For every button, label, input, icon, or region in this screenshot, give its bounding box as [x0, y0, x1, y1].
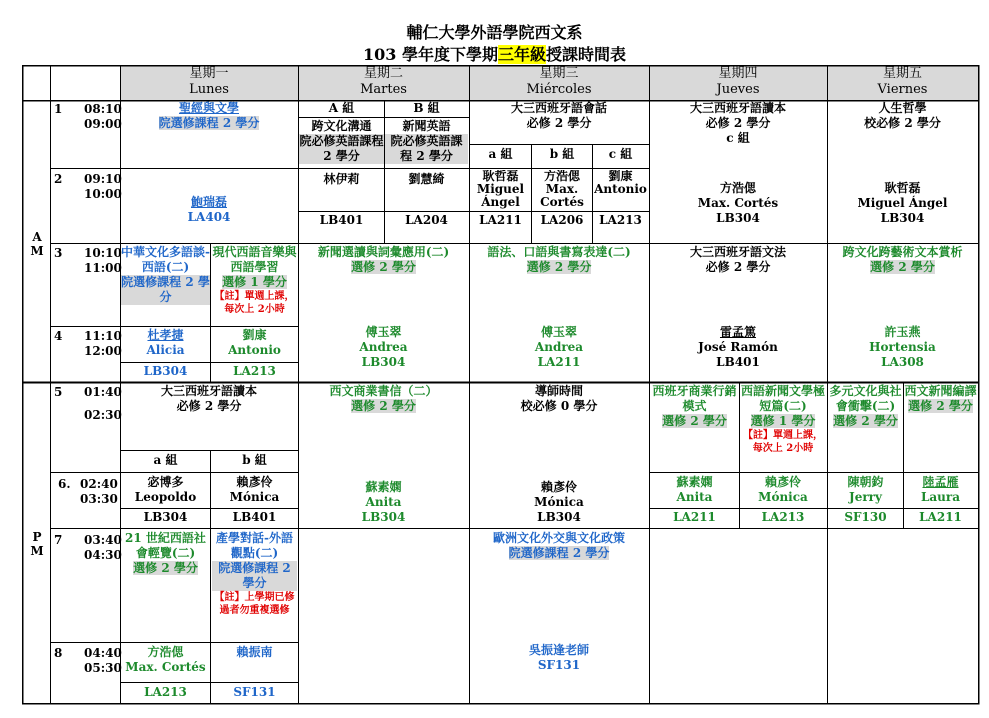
- subtitle-grade-highlight: 三年級: [497, 45, 546, 64]
- teacher-block: 林伊莉: [323, 172, 360, 186]
- group-label: a 組: [153, 453, 178, 467]
- group-label: B 組: [413, 101, 440, 115]
- course-news-literature: 西語新聞文學極短篇(二) 選修 1 學分 【註】單週上課， 每次上 2小時: [740, 384, 825, 454]
- room-label: LA213: [599, 213, 642, 227]
- day-header-tue: 星期二 Martes: [298, 66, 469, 100]
- slot-time: 04:40 05:30: [84, 646, 122, 675]
- room-label: LB401: [319, 213, 364, 227]
- course-mentor-time: 導師時間 校必修 0 學分: [520, 384, 598, 413]
- course-intercultural: 跨文化溝通 院必修英語課程 2 學分: [299, 119, 384, 163]
- course-reading-mon: 大三西班牙語讀本 必修 2 學分: [160, 384, 257, 413]
- course-bible-literature: 聖經與文學 院選修課程 2 學分: [158, 101, 260, 130]
- group-label: b 組: [242, 453, 267, 467]
- slot-time: 02:40 03:30: [80, 477, 118, 506]
- teacher-block: 方浩偲 Max. Cortés LB304: [697, 181, 779, 225]
- room-label: LA211: [919, 510, 962, 524]
- teacher-block: 賴彥伶 Mónica: [229, 475, 280, 504]
- group-label: c 組: [608, 147, 633, 161]
- teacher-block: 蘇素嫻 Anita LB304: [361, 480, 406, 524]
- course-life-philosophy: 人生哲學 校必修 2 學分: [864, 101, 941, 130]
- day-header-mon: 星期一 Lunes: [120, 66, 298, 100]
- teacher-block: 陳朝鈞 Jerry: [847, 475, 884, 504]
- am-label: A M: [30, 230, 44, 258]
- group-label: A 組: [328, 101, 355, 115]
- teacher-block: 劉康 Antonio: [594, 170, 647, 196]
- teacher-block: 方浩偲 Max. Cortés: [540, 170, 584, 209]
- room-label: LA213: [144, 685, 187, 699]
- room-label: LA213: [761, 510, 805, 524]
- room-label: LA211: [479, 213, 522, 227]
- slot-time: 09:10 10:00: [84, 172, 122, 201]
- teacher-block: 耿哲磊 Miguel Ángel LB304: [857, 181, 948, 225]
- course-cross-art: 跨文化跨藝術文本賞析 選修 2 學分: [842, 245, 963, 274]
- slot-time: 03:40 04:30: [84, 533, 122, 562]
- room-label: LA206: [540, 213, 584, 227]
- course-business-marketing: 西班牙商業行銷模式 選修 2 學分: [652, 384, 737, 428]
- course-chinese-culture: 中華文化多語談-西語(二) 院選修課程 2 學分: [121, 245, 210, 304]
- slot-time: 10:10 11:00: [84, 246, 122, 275]
- room-label: LA211: [673, 510, 716, 524]
- teacher-block: 吳振逢老師 SF131: [528, 643, 589, 672]
- course-grammar-expression: 語法、口語與書寫表達(二) 選修 2 學分: [487, 245, 631, 274]
- teacher-block: 賴彥伶 Mónica LB304: [534, 480, 584, 524]
- course-news-translation: 西文新聞編譯 選修 2 學分: [904, 384, 977, 413]
- room-label: SF130: [844, 510, 887, 524]
- teacher-block: 蘇素嫻 Anita: [676, 475, 713, 504]
- teacher-block: 傅玉翠 Andrea LB304: [359, 325, 408, 369]
- room-label: LA213: [233, 364, 276, 378]
- course-21c-society: 21 世紀西語社會輕覽(二) 選修 2 學分: [125, 531, 206, 575]
- teacher-block: 賴振南: [236, 645, 273, 659]
- course-business-letters: 西文商業書信（二） 選修 2 學分: [329, 384, 438, 413]
- course-multiculture: 多元文化與社會衝擊(二) 選修 2 學分: [829, 384, 902, 428]
- teacher-block: 耿哲磊 Miguel Ángel: [476, 170, 525, 209]
- day-header-fri: 星期五 Viernes: [827, 66, 978, 100]
- slot-number: 8: [54, 646, 63, 660]
- course-news-reading: 新聞選讀與詞彙應用(二) 選修 2 學分: [317, 245, 450, 274]
- teacher-block: 傅玉翠 Andrea LA211: [534, 325, 584, 369]
- teacher-block: 杜孝捷 Alicia: [146, 328, 185, 357]
- pm-label: P M: [30, 530, 44, 558]
- teacher-block: 賴彥伶 Mónica: [758, 475, 808, 504]
- course-industry-dialogue: 產學對話-外語觀點(二) 院選修課程 2 學分 【註】上學期已修過者勿重複選修: [212, 531, 297, 643]
- slot-number: 7: [54, 533, 63, 547]
- group-label: a 組: [488, 147, 513, 161]
- teacher-block: 許玉燕 Hortensia LA308: [869, 325, 936, 369]
- room-label: LB304: [143, 364, 188, 378]
- course-conversation: 大三西班牙語會話 必修 2 學分: [510, 101, 607, 130]
- subtitle-term: 103 學年度下學期: [362, 45, 498, 64]
- group-label: b 組: [549, 147, 575, 161]
- slot-number: 3: [54, 246, 63, 260]
- course-news-english: 新聞英語 院必修英語課程 2 學分: [385, 119, 468, 167]
- course-european-culture: 歐洲文化外交與文化政策 院選修課程 2 學分: [492, 531, 625, 560]
- day-header-wed: 星期三 Miércoles: [469, 66, 649, 100]
- slot-number: 4: [54, 329, 63, 343]
- room-label: SF131: [233, 685, 276, 699]
- course-grammar-thu: 大三西班牙語文法 必修 2 學分: [689, 245, 786, 274]
- slot-time: 11:10 12:00: [84, 329, 122, 358]
- slot-number: 2: [54, 172, 63, 186]
- course-reading-thu: 大三西班牙語讀本 必修 2 學分 c 組: [689, 101, 786, 145]
- teacher-block: 鮑瑞磊 LA404: [187, 195, 231, 224]
- document-title: 輔仁大學外語學院西文系: [406, 23, 583, 42]
- room-label: LB304: [143, 510, 188, 524]
- slot-number: 6.: [58, 477, 71, 491]
- teacher-block: 劉慧綺: [408, 172, 445, 186]
- teacher-block: 宓博多 Leopoldo: [134, 475, 197, 504]
- room-label: LB401: [232, 510, 277, 524]
- teacher-block: 方浩偲 Max. Cortés: [125, 645, 206, 674]
- slot-time: 01:40 02:30: [84, 385, 122, 422]
- room-label: LA204: [405, 213, 448, 227]
- day-header-thu: 星期四 Jueves: [649, 66, 827, 100]
- slot-number: 5: [54, 385, 63, 399]
- slot-number: 1: [54, 102, 63, 116]
- subtitle-suffix: 授課時間表: [545, 45, 626, 64]
- course-music-spanish: 現代西語音樂與西語學習 選修 1 學分 【註】單週上課， 每次上 2小時: [212, 245, 297, 315]
- slot-time: 08:10 09:00: [84, 102, 122, 131]
- teacher-block: 劉康 Antonio: [228, 328, 281, 357]
- teacher-block: 雷孟篤 José Ramón LB401: [698, 325, 778, 369]
- teacher-block: 陸孟雁 Laura: [920, 475, 961, 504]
